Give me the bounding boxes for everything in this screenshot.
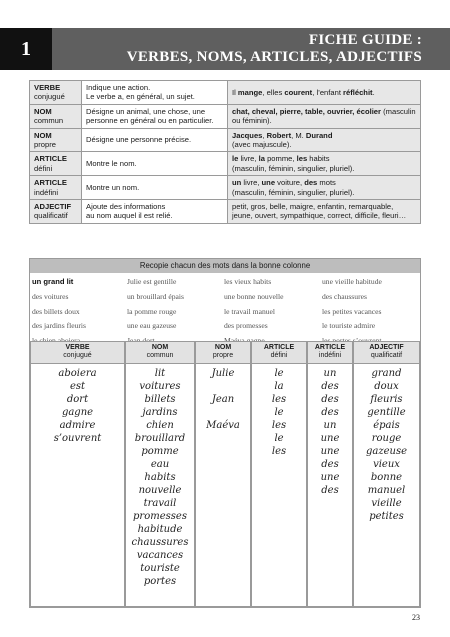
title-line-2: VERBES, NOMS, ARTICLES, ADJECTIFS bbox=[126, 49, 422, 65]
guide-row bbox=[30, 152, 421, 176]
handwritten-word: pomme bbox=[141, 446, 179, 457]
column-category: VERBE bbox=[65, 344, 90, 351]
handwritten-word: chaussures bbox=[131, 537, 189, 548]
word-item: la pomme rouge bbox=[127, 306, 177, 316]
column-header bbox=[126, 342, 194, 364]
word-item: une bonne nouvelle bbox=[224, 291, 284, 301]
handwritten-word: Jean bbox=[211, 394, 235, 405]
category-sublabel: qualificatif bbox=[34, 211, 68, 221]
handwritten-word: habitude bbox=[137, 524, 183, 535]
column-subcategory: défini bbox=[270, 352, 288, 359]
word-item: des promesses bbox=[224, 321, 268, 331]
word-item: un brouillard épais bbox=[127, 291, 184, 301]
handwritten-word: Julie bbox=[211, 368, 235, 379]
guide-category bbox=[30, 176, 82, 200]
handwritten-word: le bbox=[274, 407, 284, 418]
guide-definition: Montre le nom. bbox=[82, 152, 228, 176]
handwritten-word: la bbox=[274, 381, 284, 392]
column-category: NOM bbox=[151, 344, 169, 351]
handwritten-word: gentille bbox=[367, 407, 406, 418]
handwritten-word: brouillard bbox=[134, 433, 186, 444]
category-label: ARTICLE bbox=[34, 178, 67, 188]
title-line-1: FICHE GUIDE : bbox=[308, 32, 422, 48]
exercise-instruction: Recopie chacun des mots dans la bonne colonne bbox=[30, 259, 420, 273]
word-item: des billets doux bbox=[32, 306, 80, 316]
column-header bbox=[252, 342, 306, 364]
column-subcategory: propre bbox=[212, 352, 234, 359]
word-item: les petites vacances bbox=[322, 306, 382, 316]
handwritten-list bbox=[31, 364, 124, 445]
handwritten-word: un bbox=[323, 368, 337, 379]
column-header bbox=[354, 342, 419, 364]
handwritten-word: promesses bbox=[133, 511, 187, 522]
column-category: ARTICLE bbox=[314, 344, 346, 351]
handwritten-word: des bbox=[321, 394, 339, 405]
handwritten-word: vacances bbox=[136, 550, 184, 561]
handwritten-word: gazeuse bbox=[365, 446, 408, 457]
guide-table bbox=[29, 80, 421, 224]
guide-definition: Indique une action. Le verbe a, en général, un sujet. bbox=[82, 81, 228, 105]
handwritten-word: une bbox=[320, 446, 340, 457]
guide-row bbox=[30, 81, 421, 105]
handwritten-word: admire bbox=[59, 420, 96, 431]
column-header bbox=[196, 342, 250, 364]
guide-example: petit, gros, belle, maigre, enfantin, remarquable, jeune, ouvert, sympathique, correct, difficile, fleuri… bbox=[228, 200, 421, 224]
handwritten-word bbox=[196, 406, 250, 419]
handwritten-list bbox=[252, 364, 306, 458]
handwritten-word: touriste bbox=[140, 563, 180, 574]
guide-category bbox=[30, 200, 82, 224]
guide-example: un livre, une voiture, des mots (masculin, féminin, singulier, pluriel). bbox=[228, 176, 421, 200]
guide-category bbox=[30, 104, 82, 128]
column-category: ADJECTIF bbox=[369, 344, 404, 351]
handwritten-word: une bbox=[320, 433, 340, 444]
word-item: une eau gazeuse bbox=[127, 321, 177, 331]
sheet-title bbox=[52, 28, 450, 70]
handwritten-word: travail bbox=[143, 498, 177, 509]
practice-exercise bbox=[29, 258, 421, 608]
guide-definition: Montre un nom. bbox=[82, 176, 228, 200]
category-sublabel: conjugué bbox=[34, 92, 65, 102]
handwritten-list bbox=[354, 364, 419, 523]
category-label: ADJECTIF bbox=[34, 202, 72, 212]
column-category: ARTICLE bbox=[263, 344, 295, 351]
handwritten-word: des bbox=[321, 459, 339, 470]
guide-row bbox=[30, 104, 421, 128]
handwritten-list bbox=[196, 364, 250, 432]
handwritten-word: bonne bbox=[370, 472, 403, 483]
word-bank bbox=[30, 273, 420, 350]
word-item: Julie est gentille bbox=[127, 277, 177, 286]
word-item: le travail manuel bbox=[224, 306, 276, 316]
handwritten-word: des bbox=[321, 381, 339, 392]
handwritten-word: lit bbox=[154, 368, 166, 379]
word-item: des chaussures bbox=[322, 291, 367, 301]
handwritten-word: les bbox=[271, 394, 287, 405]
handwritten-word: est bbox=[69, 381, 86, 392]
answer-column bbox=[353, 341, 420, 607]
handwritten-word bbox=[196, 380, 250, 393]
handwritten-word: jardins bbox=[142, 407, 178, 418]
handwritten-list bbox=[126, 364, 194, 588]
handwritten-word: des bbox=[321, 407, 339, 418]
column-subcategory: commun bbox=[146, 352, 174, 359]
handwritten-word: eau bbox=[150, 459, 170, 470]
handwritten-word: vieille bbox=[371, 498, 402, 509]
handwritten-word: épais bbox=[373, 420, 400, 431]
word-item: des voitures bbox=[32, 291, 69, 301]
guide-row bbox=[30, 176, 421, 200]
handwritten-word: fleuris bbox=[370, 394, 403, 405]
handwritten-word: portes bbox=[143, 576, 177, 587]
handwritten-word: dort bbox=[66, 394, 89, 405]
handwritten-word: rouge bbox=[371, 433, 402, 444]
guide-row bbox=[30, 128, 421, 152]
guide-row bbox=[30, 200, 421, 224]
handwritten-word: grand bbox=[371, 368, 402, 379]
handwritten-word: les bbox=[271, 420, 287, 431]
category-sublabel: commun bbox=[34, 116, 64, 126]
handwritten-word: manuel bbox=[367, 485, 406, 496]
word-item: le touriste admire bbox=[322, 321, 376, 331]
page-header bbox=[0, 28, 450, 70]
category-label: NOM bbox=[34, 106, 52, 116]
category-sublabel: défini bbox=[34, 163, 53, 173]
answer-column bbox=[30, 341, 125, 607]
column-subcategory: conjugué bbox=[63, 352, 92, 359]
category-sublabel: propre bbox=[34, 140, 56, 150]
guide-example: le livre, la pomme, les habits (masculin, féminin, singulier, pluriel). bbox=[228, 152, 421, 176]
guide-definition: Désigne une personne précise. bbox=[82, 128, 228, 152]
guide-definition: Ajoute des informations au nom auquel il est relié. bbox=[82, 200, 228, 224]
word-item: des jardins fleuris bbox=[32, 321, 86, 331]
handwritten-list bbox=[308, 364, 352, 497]
category-label: NOM bbox=[34, 130, 52, 140]
guide-definition: Désigne un animal, une chose, une personne en général ou en particulier. bbox=[82, 104, 228, 128]
guide-example: Il mange, elles courent, l’enfant réfléchit. bbox=[228, 81, 421, 105]
handwritten-word: habits bbox=[144, 472, 176, 483]
handwritten-word: les bbox=[271, 446, 287, 457]
answer-columns bbox=[30, 341, 420, 607]
answer-column bbox=[125, 341, 195, 607]
handwritten-word: doux bbox=[374, 381, 399, 392]
guide-category bbox=[30, 152, 82, 176]
column-category: NOM bbox=[214, 344, 232, 351]
guide-category bbox=[30, 81, 82, 105]
handwritten-word: nouvelle bbox=[138, 485, 182, 496]
handwritten-word: aboiera bbox=[58, 368, 97, 379]
answer-column bbox=[251, 341, 307, 607]
handwritten-word: s’ouvrent bbox=[53, 433, 102, 444]
handwritten-word: le bbox=[274, 368, 284, 379]
handwritten-word: une bbox=[320, 472, 340, 483]
column-subcategory: qualificatif bbox=[370, 352, 403, 359]
category-label: ARTICLE bbox=[34, 154, 67, 164]
handwritten-word: petites bbox=[369, 511, 404, 522]
guide-category bbox=[30, 128, 82, 152]
handwritten-word: billets bbox=[144, 394, 176, 405]
word-item: une vieille habitude bbox=[322, 277, 382, 286]
guide-example: Jacques, Robert, M. Durand (avec majuscule). bbox=[228, 128, 421, 152]
column-header bbox=[31, 342, 124, 364]
word-item: les vieux habits bbox=[224, 277, 272, 286]
word-item: un grand lit bbox=[32, 277, 74, 286]
guide-example: chat, cheval, pierre, table, ouvrier, écolier (masculin ou féminin). bbox=[228, 104, 421, 128]
handwritten-word: chien bbox=[146, 420, 174, 431]
category-label: VERBE bbox=[34, 83, 61, 92]
handwritten-word: le bbox=[274, 433, 284, 444]
handwritten-word: des bbox=[321, 485, 339, 496]
handwritten-word: Maéva bbox=[206, 420, 240, 431]
column-header bbox=[308, 342, 352, 364]
handwritten-word: un bbox=[323, 420, 337, 431]
handwritten-word: gagne bbox=[61, 407, 94, 418]
handwritten-word: vieux bbox=[373, 459, 400, 470]
page-number: 23 bbox=[412, 613, 420, 622]
column-subcategory: indéfini bbox=[318, 352, 342, 359]
category-sublabel: indéfini bbox=[34, 187, 59, 197]
sheet-number: 1 bbox=[0, 28, 52, 70]
answer-column bbox=[307, 341, 353, 607]
handwritten-word: voitures bbox=[139, 381, 181, 392]
answer-column bbox=[195, 341, 251, 607]
